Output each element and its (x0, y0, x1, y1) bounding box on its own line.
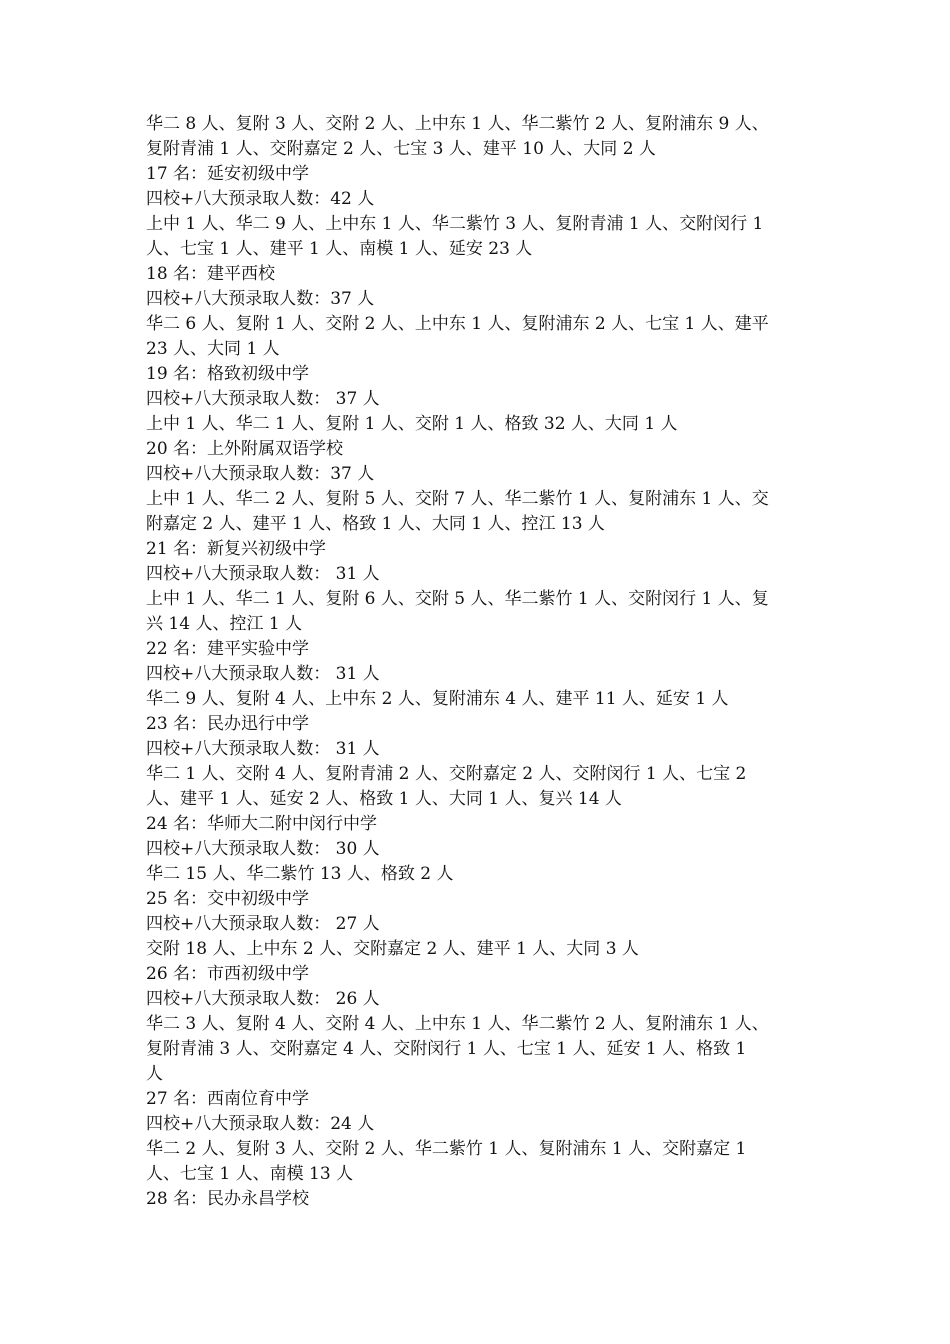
admission-count: 四校+八大预录取人数：37 人 (146, 289, 375, 309)
text-line: 上中 1 人、华二 2 人、复附 5 人、交附 7 人、华二紫竹 1 人、复附浦东 1 人、交 (146, 489, 769, 509)
text-line: 上中 1 人、华二 1 人、复附 1 人、交附 1 人、格致 32 人、大同 1 人 (146, 414, 678, 434)
text-line: 上中 1 人、华二 9 人、上中东 1 人、华二紫竹 3 人、复附青浦 1 人、交附闵行 1 (146, 214, 764, 234)
text-line: 附嘉定 2 人、建平 1 人、格致 1 人、大同 1 人、控江 13 人 (146, 514, 605, 534)
admission-count: 四校+八大预录取人数：24 人 (146, 1114, 375, 1134)
ranking-heading: 19 名：格致初级中学 (146, 364, 310, 384)
text-line: 上中 1 人、华二 1 人、复附 6 人、交附 5 人、华二紫竹 1 人、交附闵行 1 人、复 (146, 589, 769, 609)
admission-count: 四校+八大预录取人数：37 人 (146, 464, 375, 484)
admission-count: 四校+八大预录取人数： 26 人 (146, 989, 380, 1009)
text-line: 华二 2 人、复附 3 人、交附 2 人、华二紫竹 1 人、复附浦东 1 人、交附嘉定 1 (146, 1139, 747, 1159)
text-line: 人 (146, 1064, 163, 1084)
text-line: 华二 15 人、华二紫竹 13 人、格致 2 人 (146, 864, 454, 884)
ranking-heading: 23 名：民办迅行中学 (146, 714, 310, 734)
admission-count: 四校+八大预录取人数：42 人 (146, 189, 375, 209)
ranking-heading: 27 名：西南位育中学 (146, 1089, 310, 1109)
text-line: 华二 9 人、复附 4 人、上中东 2 人、复附浦东 4 人、建平 11 人、延安 1 人 (146, 689, 729, 709)
document-body (146, 112, 814, 1212)
ranking-heading: 28 名：民办永昌学校 (146, 1189, 310, 1209)
text-line: 人、七宝 1 人、建平 1 人、南模 1 人、延安 23 人 (146, 239, 533, 259)
admission-count: 四校+八大预录取人数： 37 人 (146, 389, 380, 409)
ranking-heading: 22 名：建平实验中学 (146, 639, 310, 659)
text-line: 23 人、大同 1 人 (146, 339, 280, 359)
text-line: 兴 14 人、控江 1 人 (146, 614, 303, 634)
admission-count: 四校+八大预录取人数： 31 人 (146, 564, 380, 584)
ranking-heading: 18 名：建平西校 (146, 264, 276, 284)
text-line: 华二 1 人、交附 4 人、复附青浦 2 人、交附嘉定 2 人、交附闵行 1 人、七宝 2 (146, 764, 747, 784)
text-line: 人、建平 1 人、延安 2 人、格致 1 人、大同 1 人、复兴 14 人 (146, 789, 622, 809)
ranking-heading: 17 名：延安初级中学 (146, 164, 310, 184)
admission-count: 四校+八大预录取人数： 30 人 (146, 839, 380, 859)
text-line: 华二 3 人、复附 4 人、交附 4 人、上中东 1 人、华二紫竹 2 人、复附浦东 1 人、 (146, 1014, 769, 1034)
ranking-heading: 25 名：交中初级中学 (146, 889, 310, 909)
ranking-heading: 26 名：市西初级中学 (146, 964, 310, 984)
admission-count: 四校+八大预录取人数： 31 人 (146, 664, 380, 684)
ranking-heading: 21 名：新复兴初级中学 (146, 539, 327, 559)
ranking-heading: 20 名：上外附属双语学校 (146, 439, 344, 459)
text-line: 人、七宝 1 人、南模 13 人 (146, 1164, 354, 1184)
text-line: 交附 18 人、上中东 2 人、交附嘉定 2 人、建平 1 人、大同 3 人 (146, 939, 639, 959)
text-line: 华二 8 人、复附 3 人、交附 2 人、上中东 1 人、华二紫竹 2 人、复附浦东 9 人、 (146, 114, 769, 134)
ranking-heading: 24 名：华师大二附中闵行中学 (146, 814, 378, 834)
admission-count: 四校+八大预录取人数： 27 人 (146, 914, 380, 934)
admission-count: 四校+八大预录取人数： 31 人 (146, 739, 380, 759)
text-line: 复附青浦 1 人、交附嘉定 2 人、七宝 3 人、建平 10 人、大同 2 人 (146, 139, 656, 159)
text-line: 华二 6 人、复附 1 人、交附 2 人、上中东 1 人、复附浦东 2 人、七宝 1 人、建平 (146, 314, 769, 334)
text-line: 复附青浦 3 人、交附嘉定 4 人、交附闵行 1 人、七宝 1 人、延安 1 人、格致 1 (146, 1039, 747, 1059)
